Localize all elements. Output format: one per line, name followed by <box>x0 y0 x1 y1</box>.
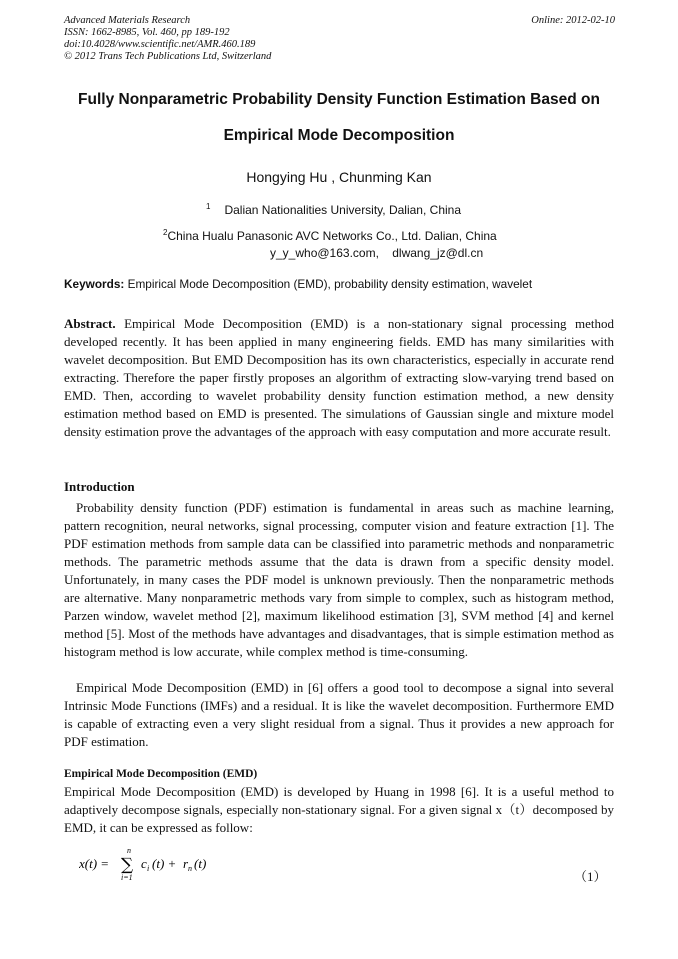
paper-title-line-1: Fully Nonparametric Probability Density Function Estimation Based on <box>78 91 600 108</box>
affiliation-1-text: Dalian Nationalities University, Dalian, China <box>224 203 462 217</box>
journal-doi: doi:10.4028/www.scientific.net/AMR.460.189 <box>64 39 256 50</box>
emd-section-paragraph: Empirical Mode Decomposition (EMD) is developed by Huang in 1998 [6]. It is a useful method to adaptively decompose signals, especially non-stationary signal. For a given signal x（t）decomposed by EMD, it can be expressed as follow: <box>64 784 614 835</box>
online-date: Online: 2012-02-10 <box>531 15 615 26</box>
introduction-heading: Introduction <box>64 479 135 494</box>
eq-r-sub: n <box>188 864 192 873</box>
affiliation-2 <box>163 228 497 243</box>
eq-c-sub: i <box>147 864 150 873</box>
eq-c-arg: (t) + <box>152 856 177 871</box>
eq-c: c <box>141 856 147 871</box>
abstract-text: Empirical Mode Decomposition (EMD) is a non-stationary signal processing method developed recently. It has been applied in many engineering fields. EMD has many similarities with wavelet decomposition. But EMD Decomposition has its own characteristics, especially in accurate rend extracting. Therefore the paper firstly proposes an algorithm of extracting slow-varying trend based on EMD. Then, according to wavelet probability density function estimation method, a new density estimation method based on EMD is presented. The simulations of Gaussian single and mixture model density estimation prove the advantages of the approach with easy computation and more accurate result. <box>64 316 614 439</box>
journal-issn: ISSN: 1662-8985, Vol. 460, pp 189-192 <box>64 27 230 38</box>
affiliation-1-mark: 1 <box>206 202 211 211</box>
keywords-text: Empirical Mode Decomposition (EMD), probability density estimation, wavelet <box>124 277 533 291</box>
journal-name: Advanced Materials Research <box>64 15 191 26</box>
eq-sum-bottom: i=1 <box>121 873 133 882</box>
affiliation-1 <box>206 202 461 217</box>
equation-number: （1） <box>574 869 607 884</box>
equation-1 <box>79 845 239 885</box>
eq-r-arg: (t) <box>194 856 207 871</box>
paper-title-line-2: Empirical Mode Decomposition <box>223 127 455 144</box>
abstract-label: Abstract. <box>64 316 116 331</box>
eq-lhs: x(t) = <box>79 856 110 871</box>
abstract <box>64 315 614 441</box>
journal-header <box>64 15 271 63</box>
author-list: Hongying Hu , Chunming Kan <box>246 169 432 185</box>
affiliation-2-text: China Hualu Panasonic AVC Networks Co., Ltd. Dalian, China <box>167 229 497 243</box>
eq-r: r <box>183 856 189 871</box>
journal-copyright: © 2012 Trans Tech Publications Ltd, Switzerland <box>64 51 272 62</box>
introduction-paragraph-1: Probability density function (PDF) estimation is fundamental in areas such as machine learning, pattern recognition, neural networks, signal processing, computer vision and feature extraction [1]. The PDF estimation methods from sample data can be classified into parametric methods and nonparametric methods. The parametric methods assume that the data is drawn from a specific density model. Unfortunately, in many cases the PDF model is unknown previously. Then the nonparametric methods are alternative. Many nonparametric methods vary from simple to complex, such as histogram method, Parzen window, wavelet method [2], maximum likelihood estimation [3], SVM method [4] and kernel method [5]. Most of the methods have advantages and disadvantages, that is simple estimation method as histogram method is low accurate, while complex method is time-consuming. <box>64 500 614 659</box>
author-emails: y_y_who@163.com, dlwang_jz@dl.cn <box>270 246 484 260</box>
emd-section-heading: Empirical Mode Decomposition (EMD) <box>64 768 258 780</box>
affiliation-2-mark: 2 <box>163 228 168 237</box>
keywords <box>64 277 624 291</box>
keywords-label: Keywords: <box>64 277 125 291</box>
eq-sum-sign: ∑ <box>121 855 134 875</box>
introduction-paragraph-2: Empirical Mode Decomposition (EMD) in [6] offers a good tool to decompose a signal into several Intrinsic Mode Functions (IMFs) and a residual. It is like the wavelet decomposition. Furthermore EMD is capable of extracting even a very slight residual from a signal. Thus it provides a new approach for PDF estimation. <box>64 680 614 749</box>
eq-sum-top: n <box>127 846 131 855</box>
